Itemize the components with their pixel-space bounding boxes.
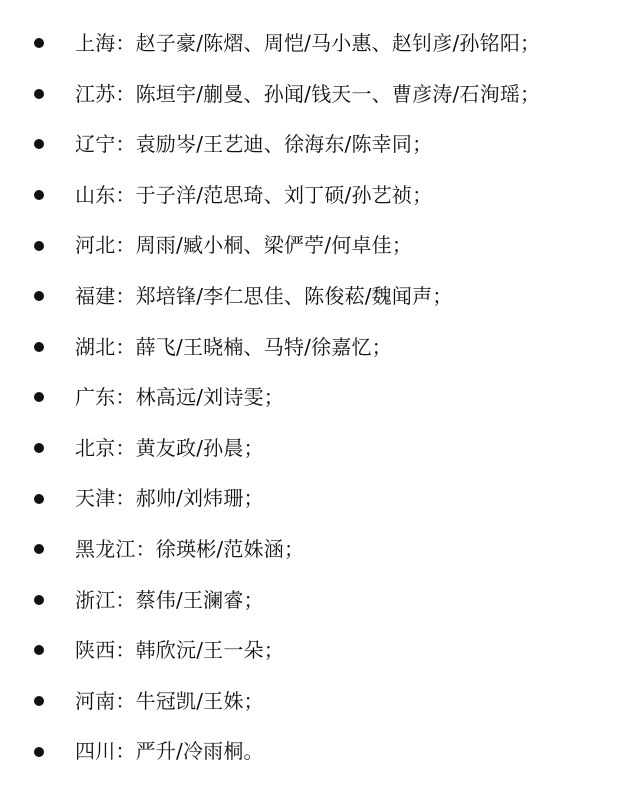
bullet-icon	[34, 291, 44, 301]
list-item	[0, 271, 620, 322]
bullet-icon	[34, 241, 44, 251]
list-item	[0, 69, 620, 120]
list-item	[0, 322, 620, 373]
list-item-text: 辽宁：袁励岑/王艺迪、徐海东/陈幸同；	[75, 132, 433, 157]
bullet-icon	[34, 443, 44, 453]
bullet-icon	[34, 89, 44, 99]
team-pairs-list	[0, 18, 620, 777]
list-item	[0, 18, 620, 69]
bullet-icon	[34, 342, 44, 352]
list-item	[0, 423, 620, 474]
list-item-text: 河南：牛冠凯/王姝；	[75, 688, 264, 713]
list-item	[0, 625, 620, 676]
list-item-text: 湖北：薛飞/王晓楠、马特/徐嘉忆；	[75, 334, 392, 359]
list-item-text: 广东：林高远/刘诗雯；	[75, 385, 284, 410]
list-item-text: 北京：黄友政/孙晨；	[75, 435, 264, 460]
bullet-icon	[34, 38, 44, 48]
list-item	[0, 170, 620, 221]
bullet-icon	[34, 696, 44, 706]
bullet-icon	[34, 392, 44, 402]
list-item	[0, 676, 620, 727]
list-item-text: 陕西：韩欣沅/王一朵；	[75, 638, 284, 663]
list-item-text: 黑龙江：徐瑛彬/范姝涵；	[75, 536, 305, 561]
bullet-icon	[34, 747, 44, 757]
list-item-text: 山东：于子洋/范思琦、刘丁硕/孙艺祯；	[75, 182, 433, 207]
bullet-icon	[34, 544, 44, 554]
list-item	[0, 575, 620, 626]
list-item-text: 江苏：陈垣宇/蒯曼、孙闻/钱天一、曹彦涛/石洵瑶；	[75, 81, 541, 106]
list-item-text: 天津：郝帅/刘炜珊；	[75, 486, 264, 511]
list-item-text: 河北：周雨/臧小桐、梁俨苧/何卓佳；	[75, 233, 413, 258]
list-item-text: 福建：郑培锋/李仁思佳、陈俊菘/魏闻声；	[75, 283, 453, 308]
list-item	[0, 524, 620, 575]
bullet-icon	[34, 494, 44, 504]
bullet-icon	[34, 595, 44, 605]
list-item	[0, 473, 620, 524]
list-item-text: 上海：赵子豪/陈熠、周恺/马小惠、赵钊彦/孙铭阳；	[75, 31, 541, 55]
bullet-icon	[34, 645, 44, 655]
list-item	[0, 372, 620, 423]
list-item	[0, 726, 620, 777]
bullet-icon	[34, 139, 44, 149]
list-item	[0, 119, 620, 170]
list-item	[0, 220, 620, 271]
bullet-icon	[34, 190, 44, 200]
list-item-text: 浙江：蔡伟/王澜睿；	[75, 587, 264, 612]
list-item-text: 四川：严升/冷雨桐。	[75, 739, 264, 764]
